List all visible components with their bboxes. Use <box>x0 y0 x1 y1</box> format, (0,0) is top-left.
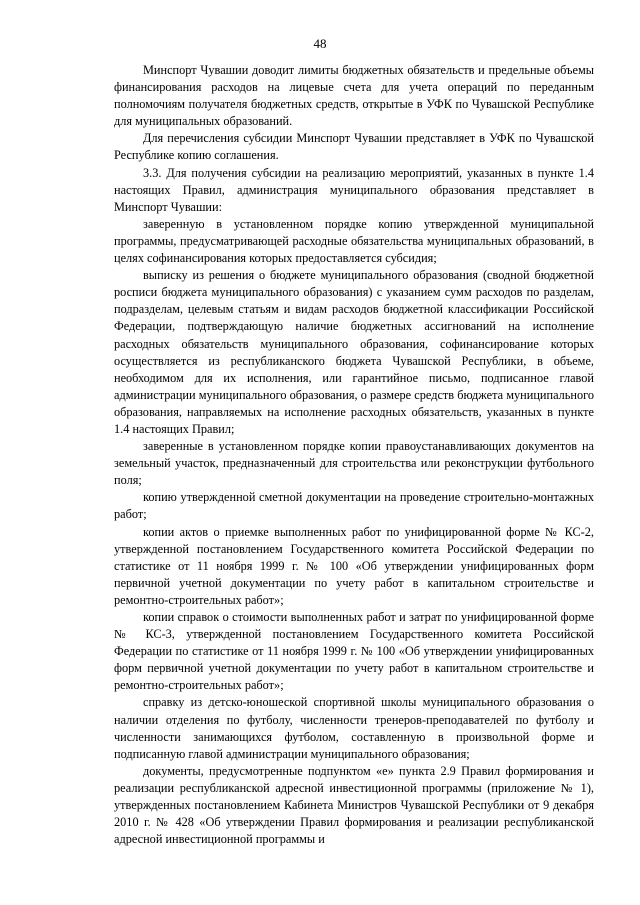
paragraph-clause-3-3: 3.3. Для получения субсидии на реализацию мероприятий, указанных в пункте 1.4 настоящих Правил, администрация муниципального образования представляет в Минспорт Чувашии: <box>114 165 594 214</box>
paragraph-land-documents: заверенные в установленном порядке копии правоустанавливающих документов на земельный участок, предназначенный для строительства или реконструкции футбольного поля; <box>114 439 594 488</box>
document-body <box>114 62 594 848</box>
paragraph-ks2-acts: копии актов о приемке выполненных работ по унифицированной форме № КС-2, утвержденной постановлением Государственного комитета Российской Федерации по статистике от 11 ноября 1999 г. № 100 «Об утверждении унифицированных форм первичной учетной документации по учету работ в капитальном строительстве и ремонтно-строительных работ»; <box>114 524 594 607</box>
paragraph-agreement-copy: Для перечисления субсидии Минспорт Чувашии представляет в УФК по Чувашской Республике копию соглашения. <box>114 131 594 163</box>
page-number: 48 <box>313 36 327 51</box>
paragraph-investment-program-documents: документы, предусмотренные подпунктом «е» пункта 2.9 Правил формирования и реализации республиканской адресной инвестиционной программы (приложение № 1), утвержденных постановлением Кабинета Министров Чувашской Республики от 9 декабря 2010 г. № 428 «Об утверждении Правил формирования и реализации республиканской адресной инвестиционной программы и <box>114 763 594 847</box>
paragraph-sports-school-certificate: справку из детско-юношеской спортивной школы муниципального образования о наличии отделения по футболу, численности тренеров-преподавателей по футболу и численности занимающихся футболом, составленную в произвольной форме и подписанную главой администрации муниципального образования; <box>114 695 594 761</box>
paragraph-limits: Минспорт Чувашии доводит лимиты бюджетных обязательств и предельные объемы финансирования расходов на лицевые счета для учета операций по переданным полномочиям получателя бюджетных средств, открытые в УФК по Чувашской Республике для муниципальных образований. <box>114 63 594 129</box>
paragraph-budget-extract: выписку из решения о бюджете муниципального образования (сводной бюджетной росписи бюджета муниципального образования) с указанием сумм расходов по разделам, подразделам, целевым статьям и видам расходов бюджетной классификации Российской Федерации, подтверждающую наличие бюджетных ассигнований на исполнение расходных обязательств муниципального образования, софинансирование которых осуществляется из республиканского бюджета Чувашской Республики, в объеме, необходимом для их исполнения, или гарантийное письмо, подписанное главой администрации муниципального образования, о размере средств бюджета муниципального образования, направляемых на исполнение расходных обязательств, указанных в пункте 1.4 настоящих Правил; <box>114 268 594 436</box>
paragraph-program-copy: заверенную в установленном порядке копию утвержденной муниципальной программы, предусматривающей расходные обязательства муниципальных образований, в целях софинансирования которых предоставляется субсидия; <box>114 216 594 266</box>
paragraph-estimate-documentation: копию утвержденной сметной документации на проведение строительно-монтажных работ; <box>114 490 594 522</box>
paragraph-ks3-certificates: копии справок о стоимости выполненных работ и затрат по унифицированной форме № КС-3, утвержденной постановлением Государственного комитета Российской Федерации по статистике от 11 ноября 1999 г. № 100 «Об утверждении унифицированных форм первичной учетной документации по учету работ в капитальном строительстве и ремонтно-строительных работ»; <box>114 610 594 693</box>
